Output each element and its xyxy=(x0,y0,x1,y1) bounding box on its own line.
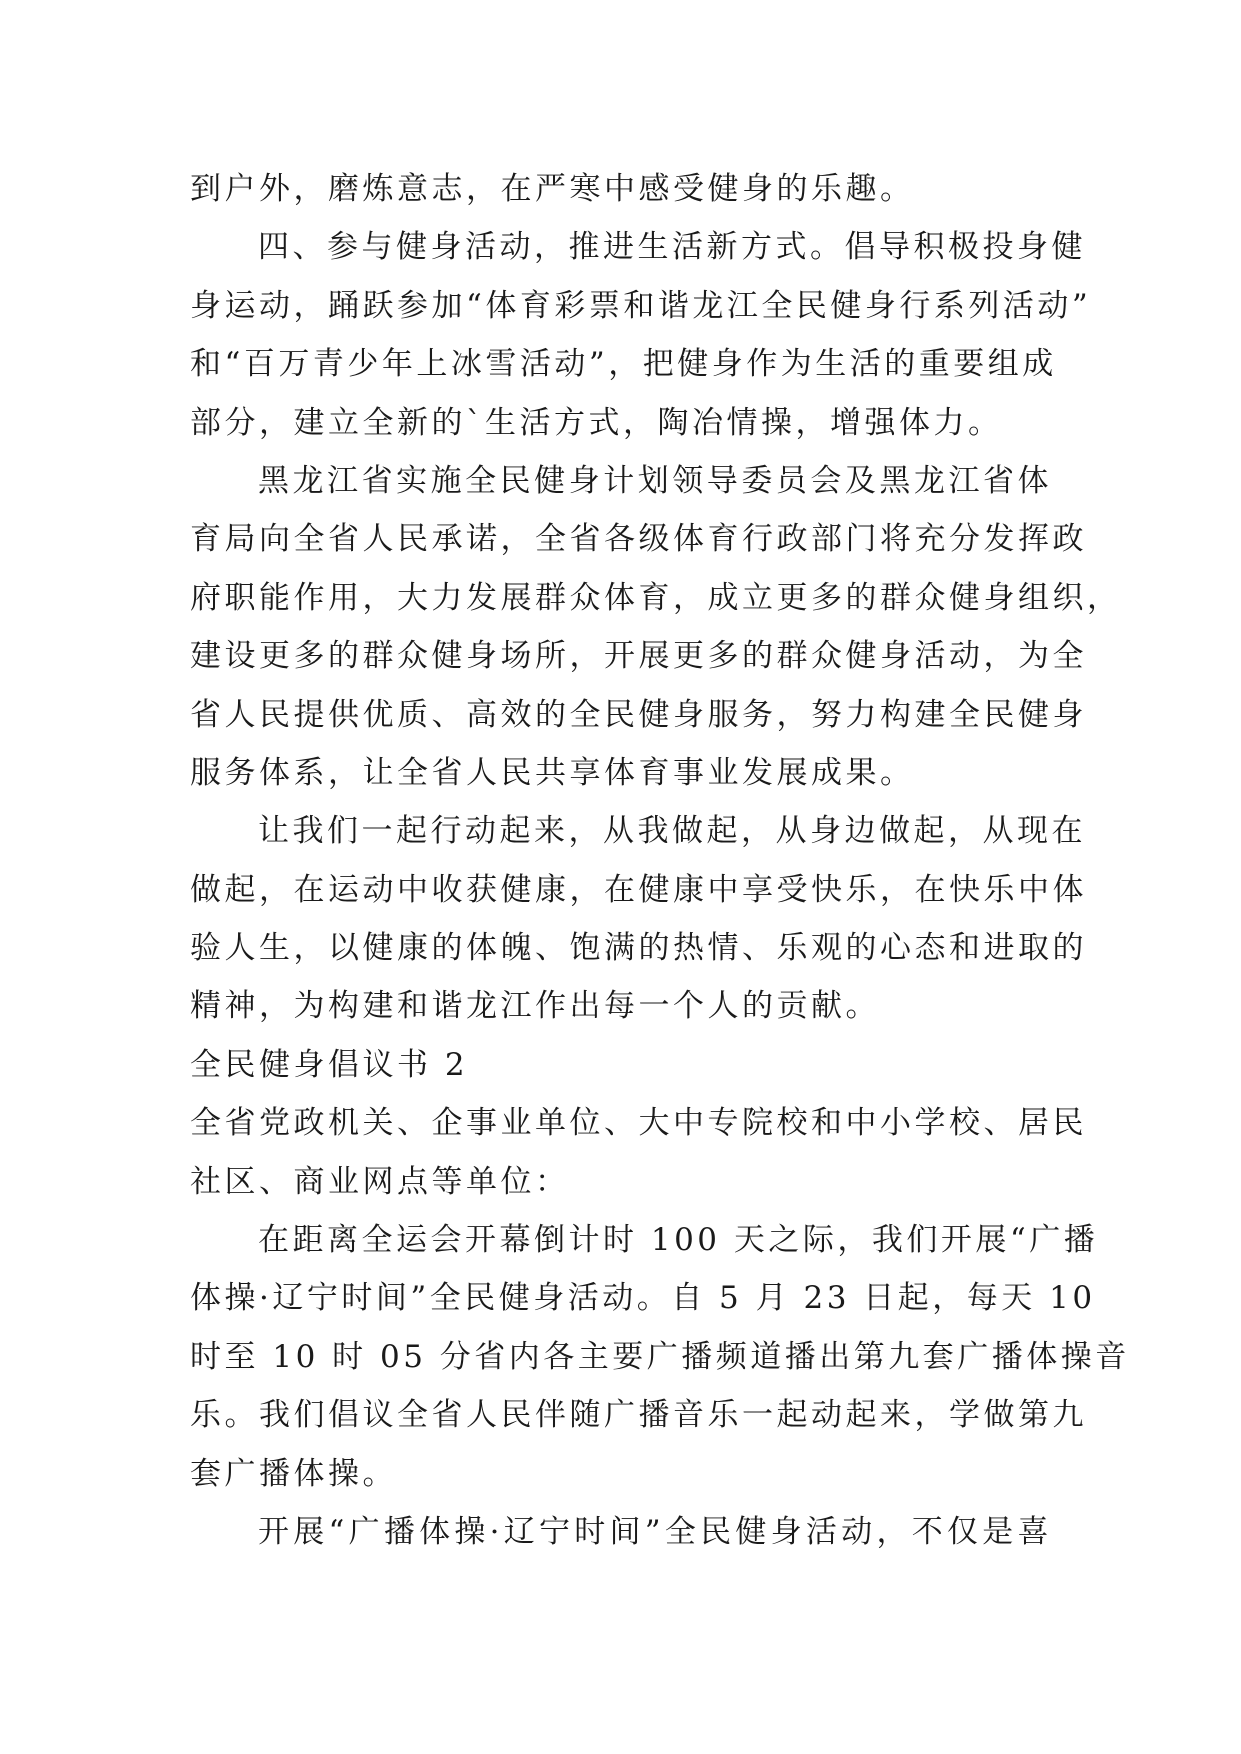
text-line: 套广播体操。 xyxy=(190,1455,397,1492)
text-line: 乐。我们倡议全省人民伴随广播音乐一起动起来，学做第九 xyxy=(190,1397,1087,1434)
text-line: 建设更多的群众健身场所，开展更多的群众健身活动，为全 xyxy=(190,638,1087,675)
text-line: 四、参与健身活动，推进生活新方式。倡导积极投身健 xyxy=(258,229,1086,266)
document-body xyxy=(190,160,1130,1561)
text-line: 和“百万青少年上冰雪活动”，把健身作为生活的重要组成 xyxy=(190,346,1057,383)
text-line: 在距离全运会开幕倒计时 100 天之际，我们开展“广播 xyxy=(258,1222,1099,1259)
text-line: 到户外，磨炼意志，在严寒中感受健身的乐趣。 xyxy=(190,171,915,207)
text-line: 体操·辽宁时间”全民健身活动。自 5 月 23 日起，每天 10 xyxy=(190,1280,1096,1317)
text-line: 育局向全省人民承诺，全省各级体育行政部门将充分发挥政 xyxy=(190,521,1087,558)
text-line: 社区、商业网点等单位： xyxy=(190,1163,570,1200)
text-line: 做起，在运动中收获健康，在健康中享受快乐，在快乐中体 xyxy=(190,871,1087,908)
text-line: 精神，为构建和谐龙江作出每一个人的贡献。 xyxy=(190,988,880,1025)
text-line: 身运动，踊跃参加“体育彩票和谐龙江全民健身行系列活动” xyxy=(190,287,1092,324)
text-line: 服务体系，让全省人民共享体育事业发展成果。 xyxy=(190,754,915,791)
text-line: 府职能作用，大力发展群众体育，成立更多的群众健身组织， xyxy=(190,579,1122,616)
text-line: 让我们一起行动起来，从我做起，从身边做起，从现在 xyxy=(258,813,1086,850)
text-line: 全省党政机关、企事业单位、大中专院校和中小学校、居民 xyxy=(190,1105,1087,1142)
text-line: 开展“广播体操·辽宁时间”全民健身活动，不仅是喜 xyxy=(258,1513,1052,1550)
text-line: 验人生，以健康的体魄、饱满的热情、乐观的心态和进取的 xyxy=(190,930,1087,967)
text-line: 部分，建立全新的`生活方式，陶冶情操，增强体力。 xyxy=(190,404,1003,441)
text-line: 黑龙江省实施全民健身计划领导委员会及黑龙江省体 xyxy=(258,462,1052,499)
section-heading: 全民健身倡议书 2 xyxy=(190,1046,469,1083)
text-line: 省人民提供优质、高效的全民健身服务，努力构建全民健身 xyxy=(190,696,1087,733)
text-line: 时至 10 时 05 分省内各主要广播频道播出第九套广播体操音 xyxy=(190,1338,1130,1375)
